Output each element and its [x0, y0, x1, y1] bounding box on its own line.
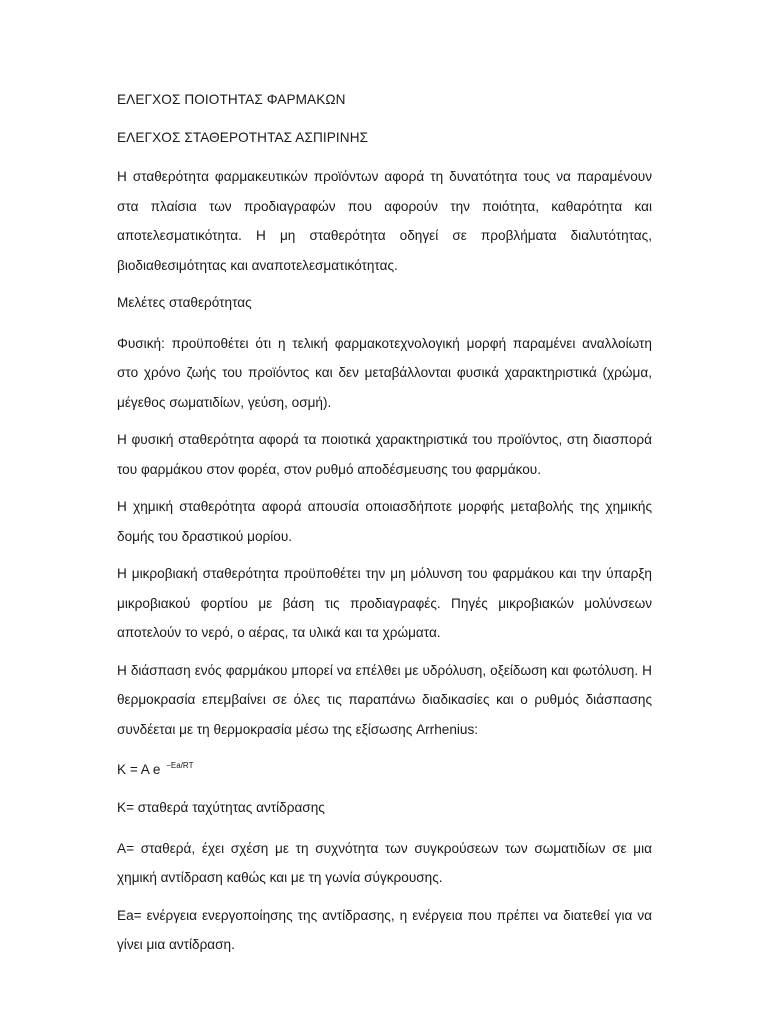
- physical-stability-paragraph: Φυσική: προϋποθέτει ότι η τελική φαρμακοτεχνολογική μορφή παραμένει αναλλοίωτη στο χρόνο ζωής του προϊόντος και δεν μεταβάλλονται φυσικά χαρακτηριστικά (χρώμα, μέγεθος σωματιδίων, γεύση, οσμή).: [117, 335, 652, 410]
- definition-a: A= σταθερά, έχει σχέση με τη συχνότητα των συγκρούσεων των σωματιδίων σε μια χημική αντίδραση καθώς και με τη γωνία σύγκρουσης.: [117, 840, 652, 885]
- physical-detail-paragraph: Η φυσική σταθερότητα αφορά τα ποιοτικά χαρακτηριστικά του προϊόντος, στη διασπορά του φαρμάκου στον φορέα, στον ρυθμό αποδέσμευσης του φαρμάκου.: [117, 432, 652, 477]
- definition-ea: Ea= ενέργεια ενεργοποίησης της αντίδρασης, η ενέργεια που πρέπει να διατεθεί για να γίνει μια αντίδραση.: [117, 907, 652, 952]
- document-page: [117, 86, 652, 968]
- chemical-stability-paragraph: Η χημική σταθερότητα αφορά απουσία οποιασδήποτε μορφής μεταβολής της χημικής δομής του δραστικού μορίου.: [117, 499, 652, 544]
- formula-exponent: −Ea/RT: [166, 761, 194, 770]
- studies-heading: Μελέτες σταθερότητας: [117, 295, 252, 310]
- intro-paragraph: Η σταθερότητα φαρμακευτικών προϊόντων αφορά τη δυνατότητα τους να παραμένουν στα πλαίσια των προδιαγραφών που αφορούν την ποιότητα, καθαρότητα και αποτελεσματικότητα. Η μη σταθερότητα οδηγεί σε προβλήματα διαλυτότητας, βιοδιαθεσιμότητας και αναποτελεσματικότητας.: [117, 169, 652, 273]
- document-title: ΕΛΕΓΧΟΣ ΠΟΙΟΤΗΤΑΣ ΦΑΡΜΑΚΩΝ: [117, 92, 346, 107]
- arrhenius-formula: [117, 752, 652, 783]
- degradation-paragraph: Η διάσπαση ενός φαρμάκου μπορεί να επέλθει με υδρόλυση, οξείδωση και φωτόλυση. Η θερμοκρασία επεμβαίνει σε όλες τις παραπάνω διαδικασίες και ο ρυθμός διάσπασης συνδέεται με τη θερμοκρασία μέσω της εξίσωσης Arrhenius:: [117, 662, 652, 737]
- definition-k: K= σταθερά ταχύτητας αντίδρασης: [117, 800, 325, 815]
- formula-base: K = A e: [117, 762, 161, 777]
- document-subtitle: ΕΛΕΓΧΟΣ ΣΤΑΘΕΡΟΤΗΤΑΣ ΑΣΠΙΡΙΝΗΣ: [117, 130, 369, 145]
- microbial-stability-paragraph: Η μικροβιακή σταθερότητα προϋποθέτει την μη μόλυνση του φαρμάκου και την ύπαρξη μικροβιακού φορτίου με βάση τις προδιαγραφές. Πηγές μικροβιακών μολύνσεων αποτελούν το νερό, ο αέρας, τα υλικά και τα χρώματα.: [117, 566, 652, 640]
